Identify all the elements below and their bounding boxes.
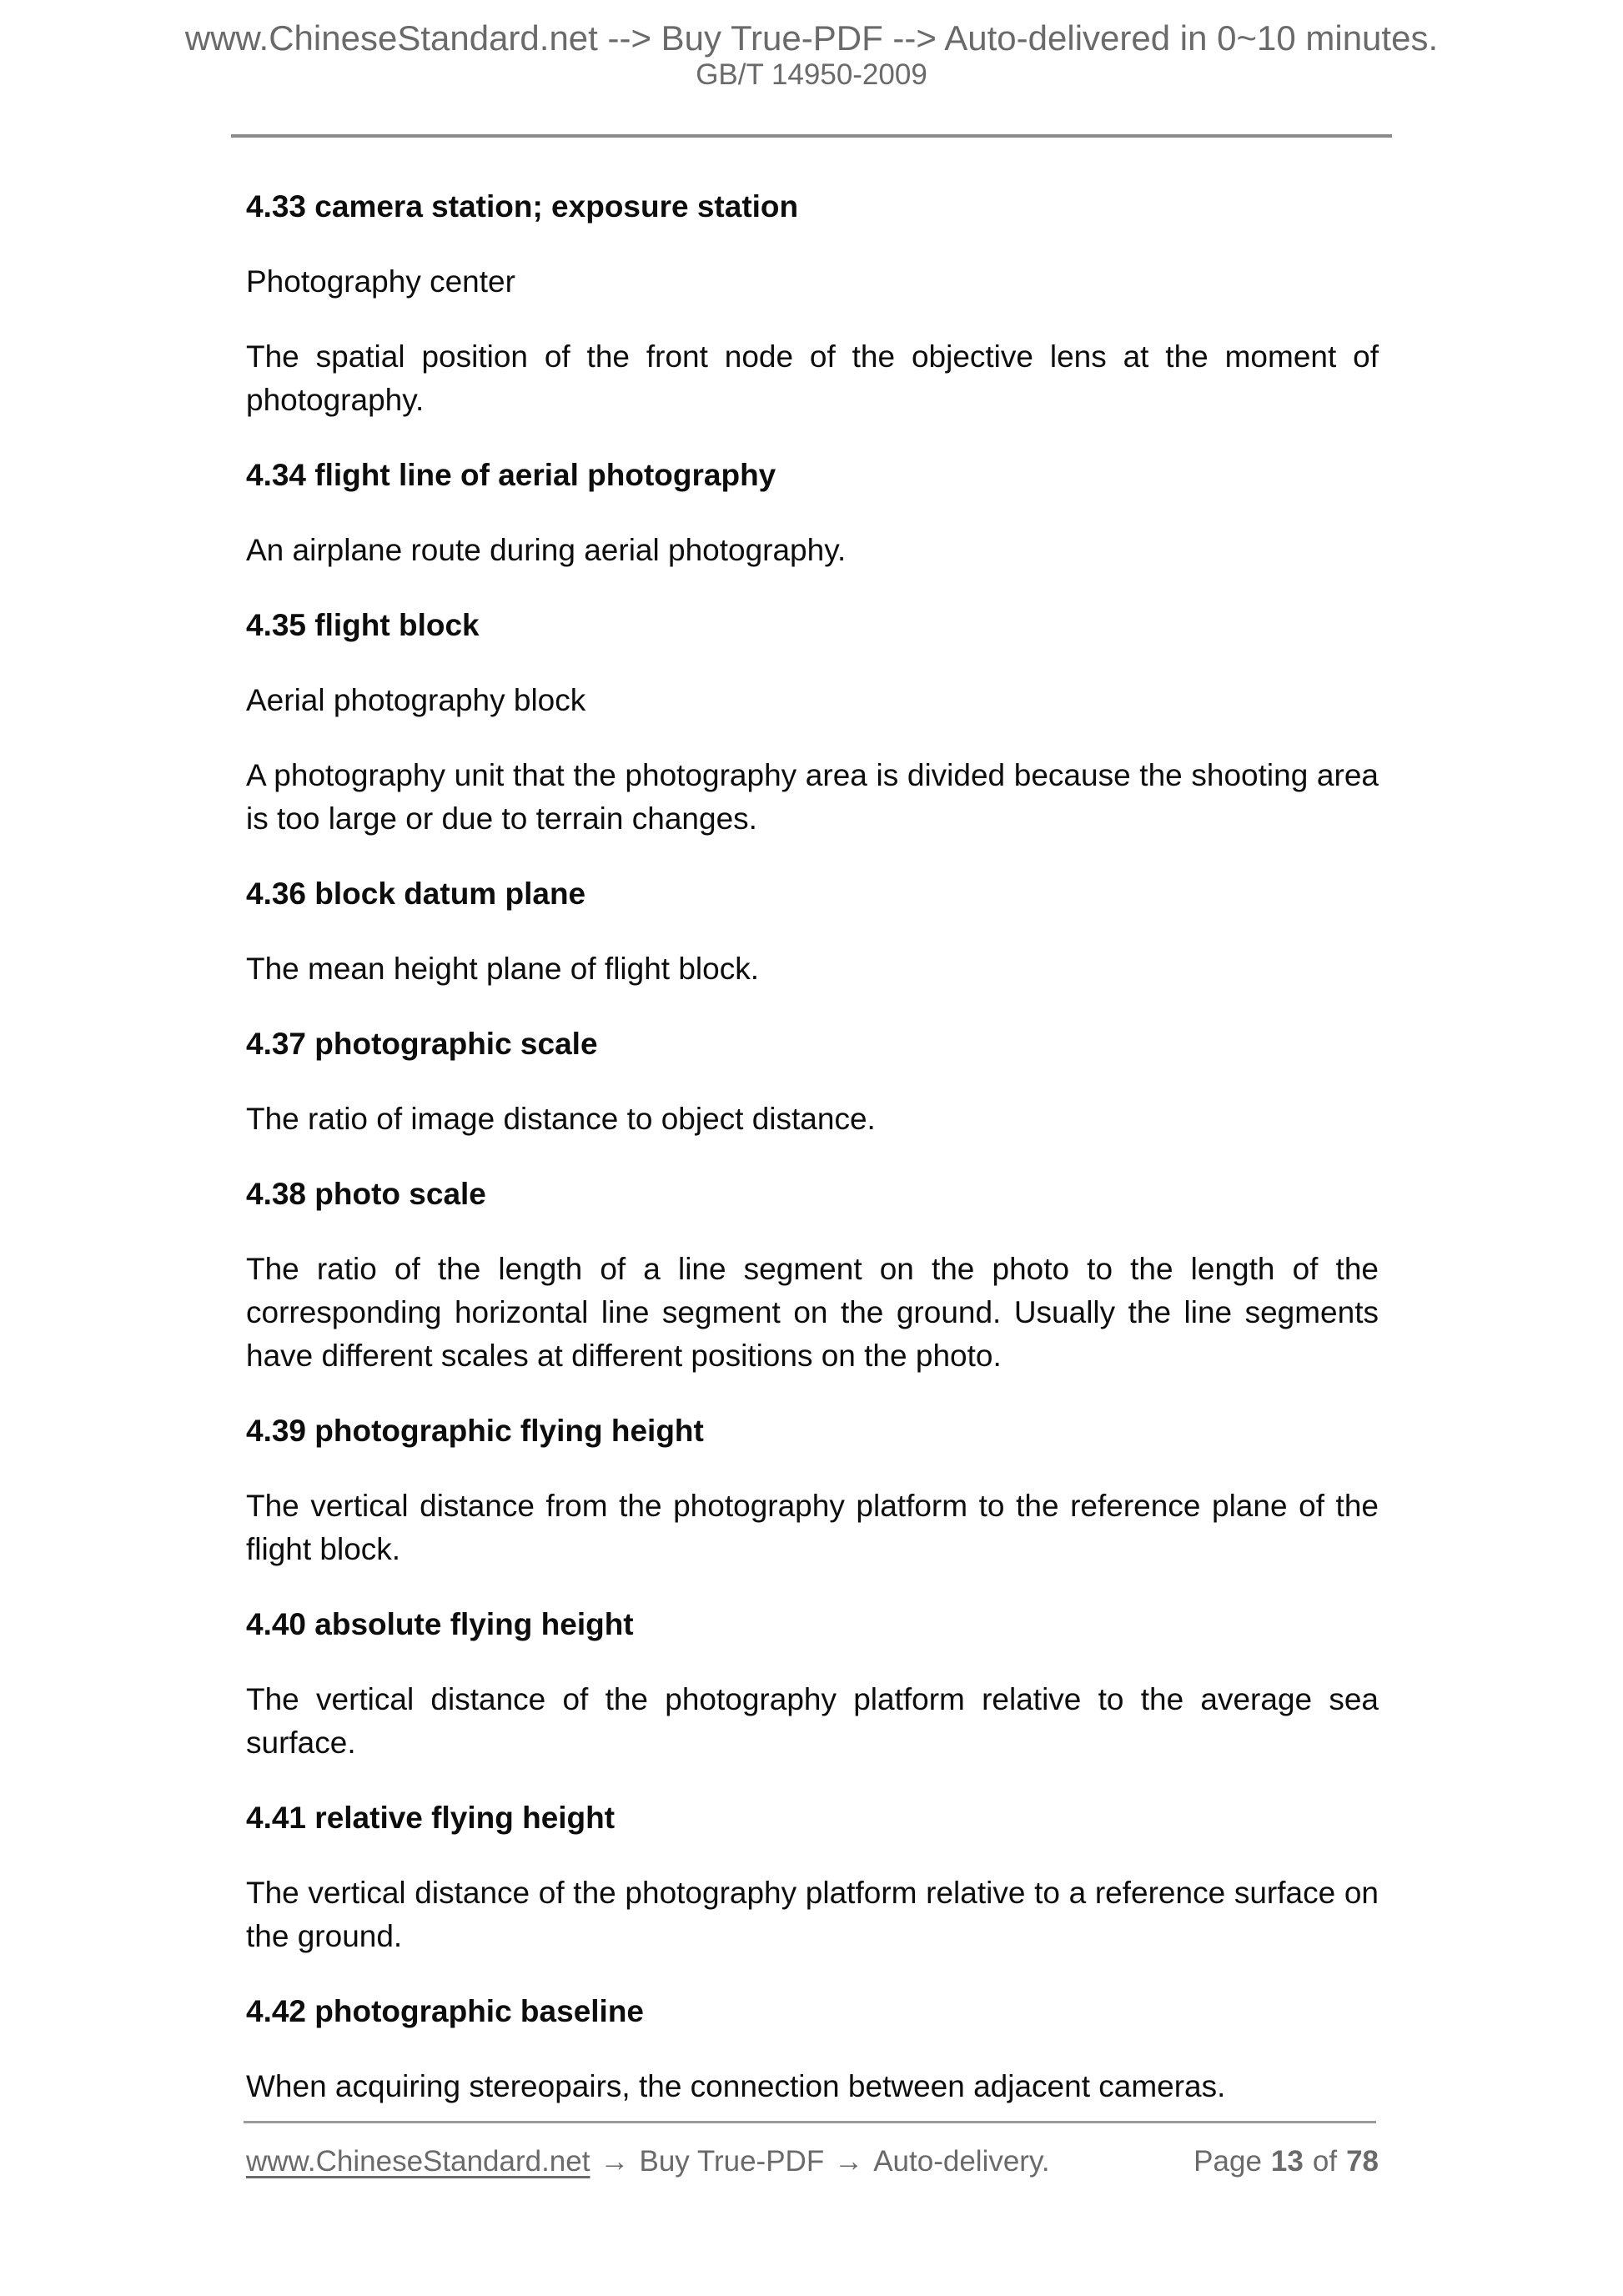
term-definition: The mean height plane of flight block. [246,952,759,986]
arrow-right-icon: → [600,2145,630,2178]
section-4-38 [246,1173,1379,1378]
section-4-34 [246,454,1379,572]
section-4-37 [246,1022,1379,1141]
section-4-39 [246,1409,1379,1571]
header-promo-text: www.ChineseStandard.net --> Buy True-PDF --> Auto-delivered in 0~10 minutes. [184,18,1439,58]
footer-divider [244,2121,1376,2123]
term-heading: 4.35 flight block [246,608,480,642]
section-4-40 [246,1603,1379,1765]
term-synonym: Aerial photography block [246,683,586,717]
header-divider [231,134,1392,138]
page-label: Page [1193,2145,1262,2178]
site-link[interactable]: www.ChineseStandard.net [246,2145,590,2178]
term-heading: 4.41 relative flying height [246,1801,616,1835]
page-content [246,185,1379,2140]
term-heading: 4.34 flight line of aerial photography [246,458,776,492]
section-4-42 [246,1990,1379,2108]
term-heading: 4.38 photo scale [246,1177,486,1211]
term-definition: When acquiring stereopairs, the connection between adjacent cameras. [246,2069,1226,2103]
term-definition: The ratio of image distance to object distance. [246,1102,876,1136]
term-synonym: Photography center [246,264,515,299]
term-definition: The ratio of the length of a line segment on the photo to the length of the corresponding horizontal line segment on the ground. Usually the line segments have different scales at different positions on the photo. [246,1252,1379,1373]
document-number: GB/T 14950-2009 [696,58,927,91]
page-indicator [1193,2143,1379,2180]
section-4-41 [246,1796,1379,1958]
term-definition: The vertical distance from the photography platform to the reference plane of the flight block. [246,1489,1379,1566]
footer-delivery-text: Auto-delivery. [873,2145,1050,2178]
footer-buy-text: Buy True-PDF [639,2145,825,2178]
term-definition: A photography unit that the photography area is divided because the shooting area is too large or due to terrain changes. [246,758,1379,836]
term-definition: The spatial position of the front node of the objective lens at the moment of photography. [246,339,1379,417]
term-definition: The vertical distance of the photography platform relative to a reference surface on the ground. [246,1876,1379,1953]
term-heading: 4.33 camera station; exposure station [246,189,799,224]
term-heading: 4.40 absolute flying height [246,1607,634,1641]
term-heading: 4.36 block datum plane [246,877,586,911]
section-4-33 [246,185,1379,422]
footer-bar [246,2143,1379,2180]
term-definition: An airplane route during aerial photography. [246,533,847,567]
term-definition: The vertical distance of the photography platform relative to the average sea surface. [246,1682,1379,1760]
arrow-right-icon: → [834,2145,864,2178]
footer-promo [246,2143,1050,2180]
page-current: 13 [1270,2145,1304,2178]
term-heading: 4.37 photographic scale [246,1027,598,1061]
of-label: of [1312,2145,1338,2178]
page-total: 78 [1346,2145,1379,2178]
section-4-35 [246,604,1379,841]
section-4-36 [246,872,1379,991]
term-heading: 4.39 photographic flying height [246,1414,704,1448]
term-heading: 4.42 photographic baseline [246,1994,645,2028]
